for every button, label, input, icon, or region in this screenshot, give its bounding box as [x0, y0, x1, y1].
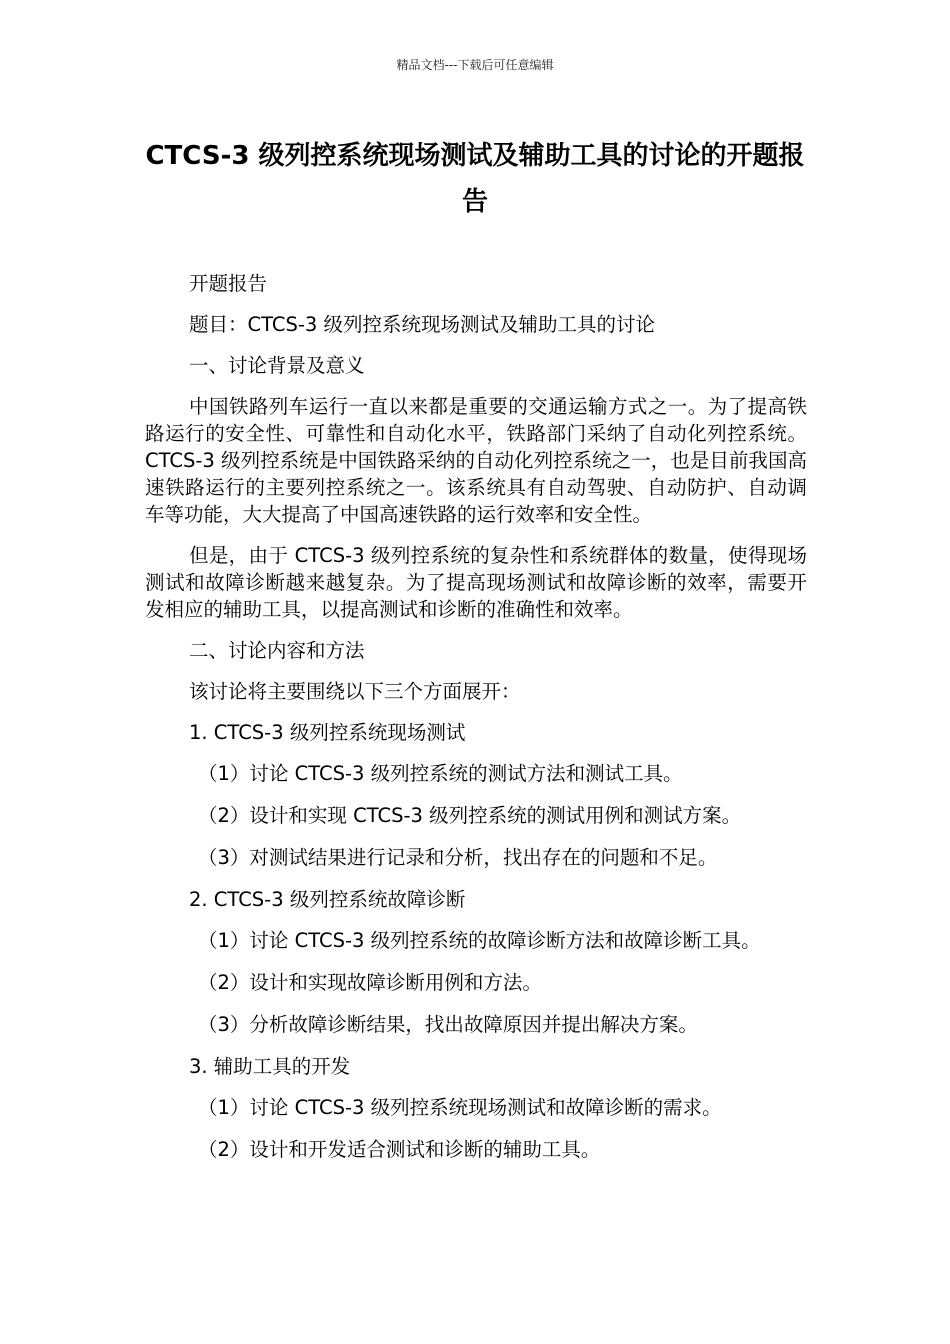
report-label: 开题报告: [189, 272, 268, 295]
list-subitem: （3）分析故障诊断结果，找出故障原因并提出解决方案。: [198, 1013, 698, 1036]
background-paragraph-1: 中国铁路列车运行一直以来都是重要的交通运输方式之一。为了提高铁路运行的安全性、可靠性和自动化水平，铁路部门采纳了自动化列控系统。CTCS-3 级列控系统是中国铁路采纳的自动化列控系统之一，也是目前我国高速铁路运行的主要列控系统之一。该系统具有自动驾驶、自动防护、自动调车等功能，大大提高了中国高速铁路的运行效率和安全性。: [145, 395, 807, 526]
list-subitem: （2）设计和实现 CTCS-3 级列控系统的测试用例和测试方案。: [198, 804, 742, 827]
document-title: CTCS-3 级列控系统现场测试及辅助工具的讨论的开题报告: [145, 141, 805, 217]
list-subitem: （2）设计和开发适合测试和诊断的辅助工具。: [198, 1138, 601, 1161]
list-subitem: （1）讨论 CTCS-3 级列控系统的故障诊断方法和故障诊断工具。: [198, 929, 761, 952]
list-item-fault-diagnosis: 2. CTCS-3 级列控系统故障诊断: [189, 888, 466, 911]
background-paragraph-2: 但是，由于 CTCS-3 级列控系统的复杂性和系统群体的数量，使得现场测试和故障诊断越来越复杂。为了提高现场测试和故障诊断的效率，需要开发相应的辅助工具，以提高测试和诊断的准确性和效率。: [145, 544, 807, 621]
header-note: 精品文档---下载后可任意编辑: [396, 58, 554, 72]
document-body: [145, 270, 807, 1178]
list-subitem: （2）设计和实现故障诊断用例和方法。: [198, 971, 542, 994]
topic-line: 题目：CTCS-3 级列控系统现场测试及辅助工具的讨论: [189, 313, 656, 336]
section-heading-content-method: 二、讨论内容和方法: [189, 639, 365, 662]
list-item-tool-development: 3. 辅助工具的开发: [189, 1055, 351, 1078]
content-intro: 该讨论将主要围绕以下三个方面展开：: [189, 680, 521, 703]
list-subitem: （3）对测试结果进行记录和分析，找出存在的问题和不足。: [198, 846, 718, 869]
list-subitem: （1）讨论 CTCS-3 级列控系统现场测试和故障诊断的需求。: [198, 1096, 722, 1119]
list-subitem: （1）讨论 CTCS-3 级列控系统的测试方法和测试工具。: [198, 762, 683, 785]
section-heading-background: 一、讨论背景及意义: [189, 354, 365, 377]
list-item-field-test: 1. CTCS-3 级列控系统现场测试: [189, 721, 466, 744]
